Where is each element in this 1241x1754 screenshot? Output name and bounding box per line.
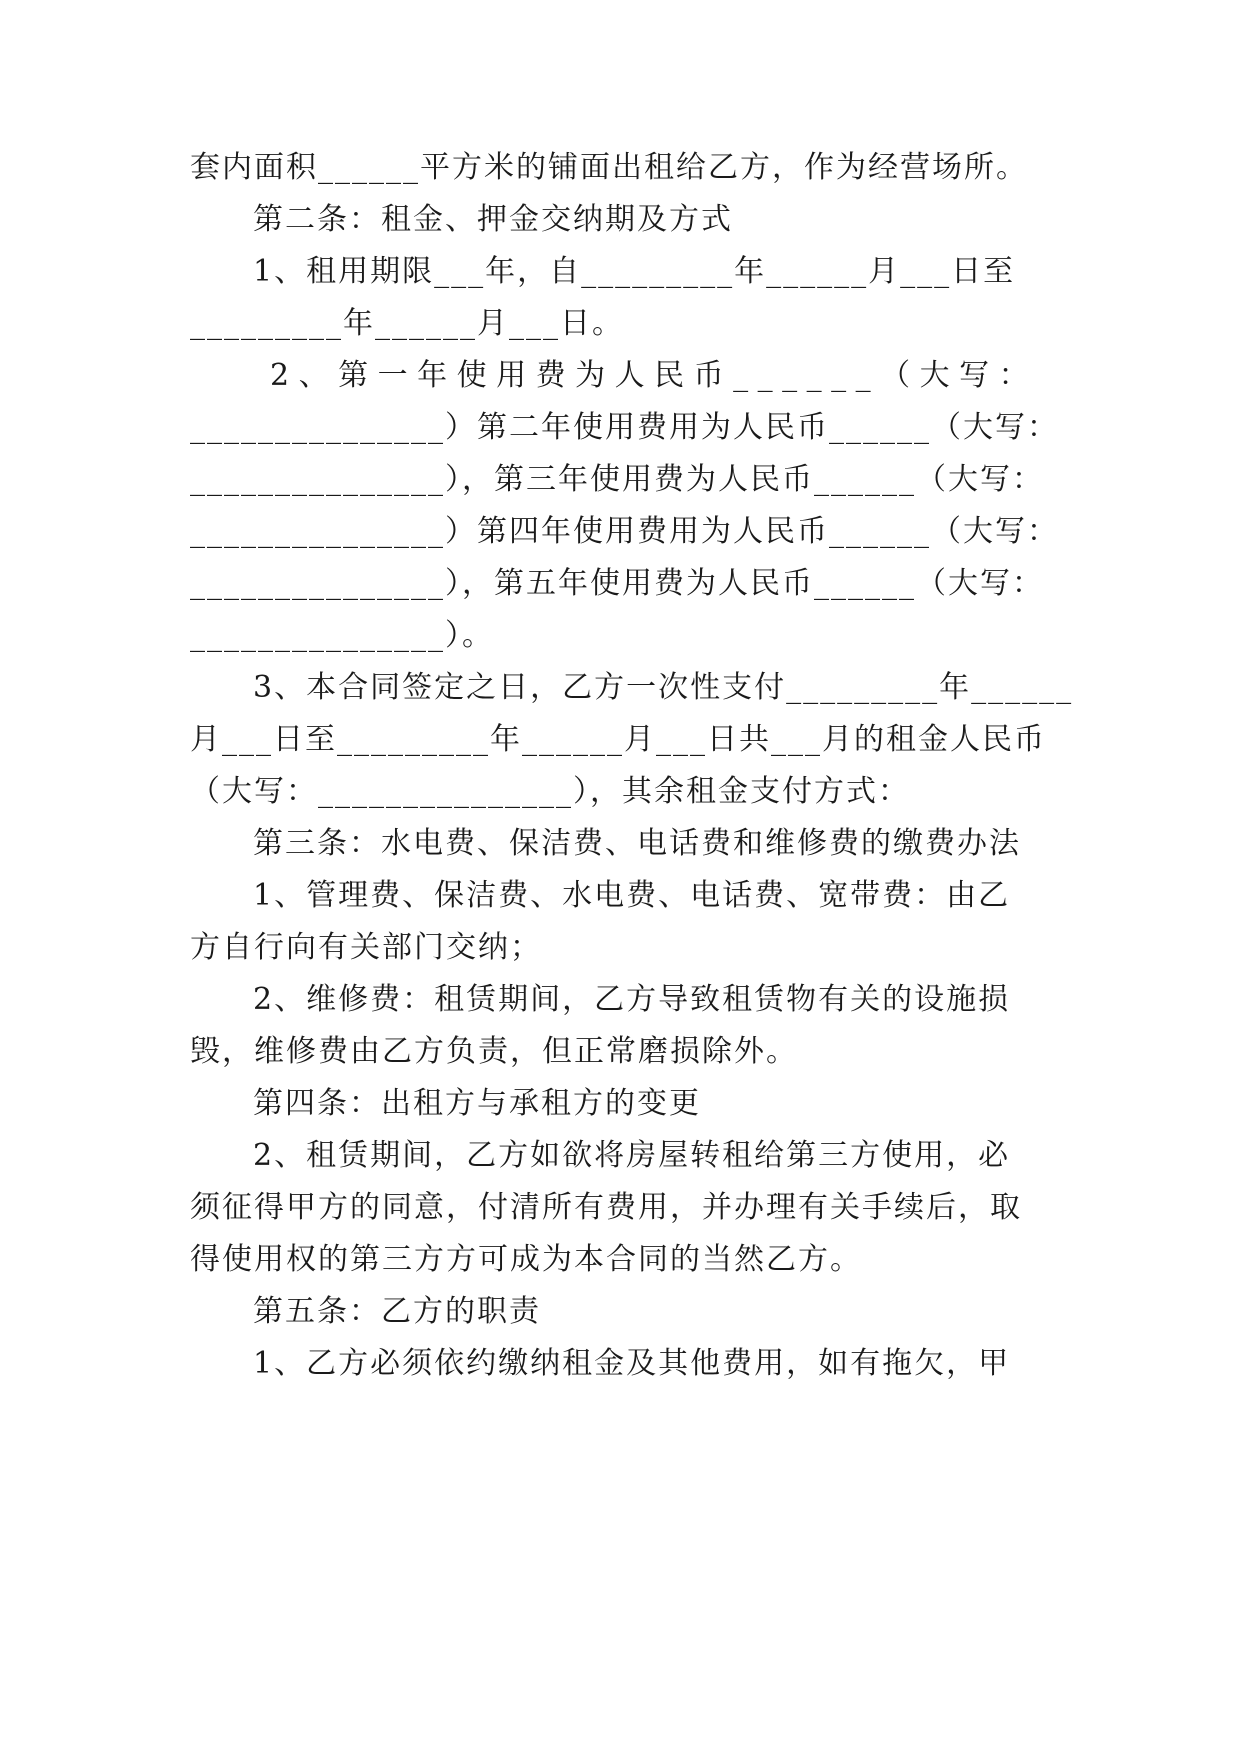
text-line: 毁，维修费由乙方负责，但正常磨损除外。 bbox=[190, 1034, 798, 1069]
text-line: 方自行向有关部门交纳； bbox=[190, 930, 542, 965]
text-line: _______________），第三年使用费为人民币______（大写： bbox=[190, 462, 1044, 497]
text-line: _______________）第二年使用费用为人民币______（大写： bbox=[190, 410, 1059, 445]
text-line: 须征得甲方的同意，付清所有费用，并办理有关手续后，取 bbox=[190, 1190, 1022, 1225]
section-heading: 第五条：乙方的职责 bbox=[253, 1294, 541, 1329]
section-heading: 第三条：水电费、保洁费、电话费和维修费的缴费办法 bbox=[253, 826, 1021, 861]
text-line: 得使用权的第三方方可成为本合同的当然乙方。 bbox=[190, 1242, 862, 1277]
text-line: 1、乙方必须依约缴纳租金及其他费用，如有拖欠，甲 bbox=[253, 1346, 1011, 1381]
text-line: 1、租用期限___年，自_________年______月___日至 bbox=[253, 254, 1016, 289]
text-line: 月___日至_________年______月___日共___月的租金人民币 bbox=[190, 722, 1046, 757]
text-line: （大写：_______________），其余租金支付方式： bbox=[190, 774, 910, 809]
section-heading: 第四条：出租方与承租方的变更 bbox=[253, 1086, 701, 1121]
text-line: _________年______月___日。 bbox=[190, 306, 624, 341]
text-line: _______________），第五年使用费为人民币______（大写： bbox=[190, 566, 1044, 601]
text-line: _______________）。 bbox=[190, 618, 494, 653]
text-line: 套内面积______平方米的铺面出租给乙方，作为经营场所。 bbox=[190, 150, 1028, 185]
text-line: 2、第一年使用费为人民币______（大写： bbox=[270, 358, 1039, 393]
text-line: _______________）第四年使用费用为人民币______（大写： bbox=[190, 514, 1059, 549]
text-line: 3、本合同签定之日，乙方一次性支付_________年______ bbox=[253, 670, 1074, 705]
text-line: 1、管理费、保洁费、水电费、电话费、宽带费：由乙 bbox=[253, 878, 1011, 913]
text-line: 2、租赁期间，乙方如欲将房屋转租给第三方使用，必 bbox=[253, 1138, 1011, 1173]
text-line: 2、维修费：租赁期间，乙方导致租赁物有关的设施损 bbox=[253, 982, 1011, 1017]
section-heading: 第二条：租金、押金交纳期及方式 bbox=[253, 202, 733, 237]
